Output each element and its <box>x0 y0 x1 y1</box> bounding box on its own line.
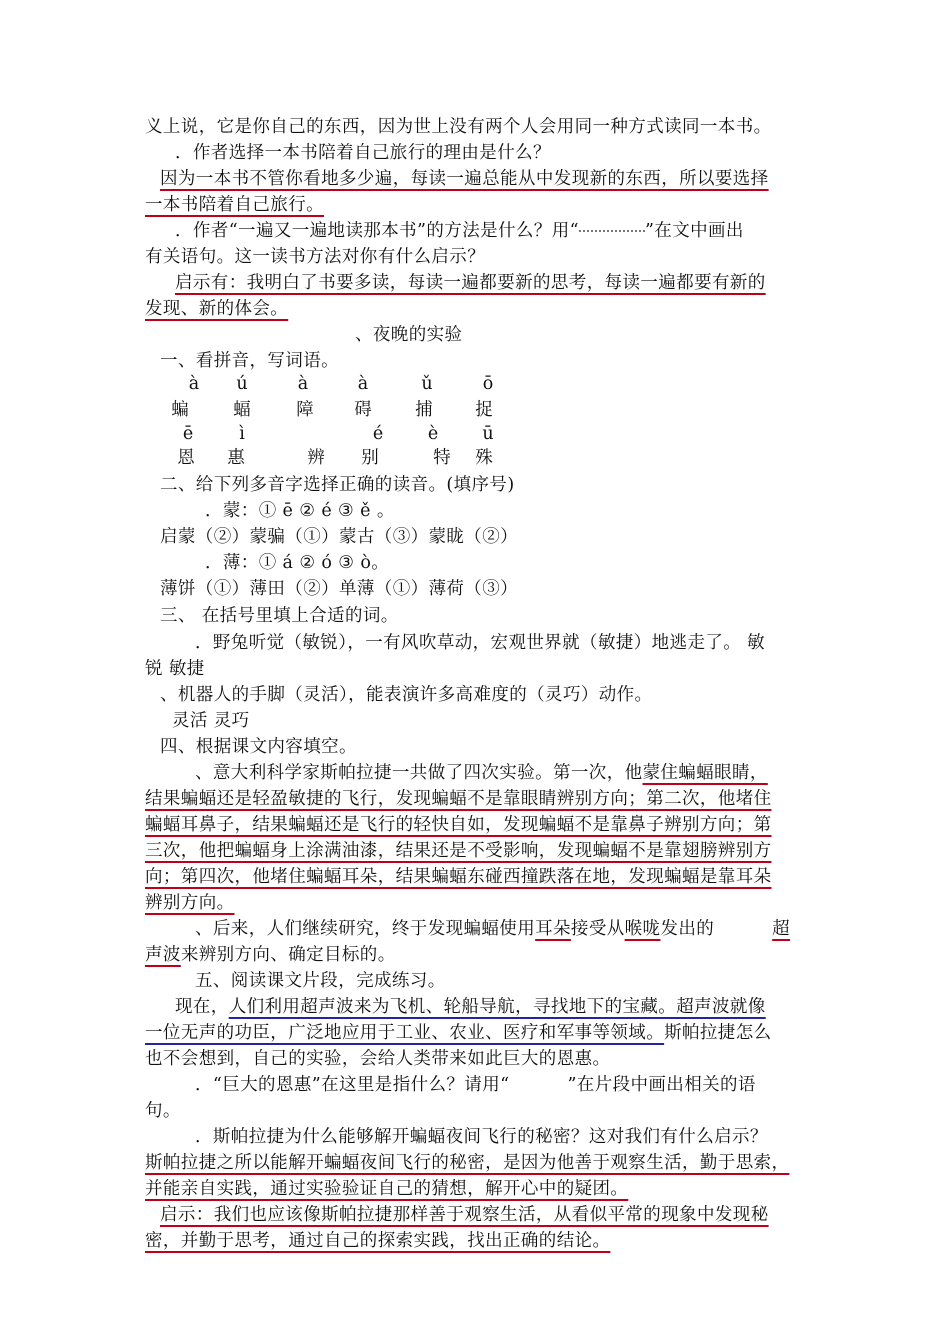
question-line: ．作者选择一本书陪着自己旅行的理由是什么？ <box>175 143 551 163</box>
answer-line: 并能亲自实践，通过实验验证自己的猜想，解开心中的疑团。 <box>145 1179 629 1199</box>
fill-line: 锐 敏捷 <box>145 659 205 679</box>
answer-line: 密，并勤于思考，通过自己的探索实践，找出正确的结论。 <box>145 1231 611 1251</box>
answer-span: 耳朵 <box>535 919 571 939</box>
pinyin: ì <box>239 424 245 444</box>
answer-span: 喉咙 <box>624 919 661 939</box>
question-line: 句。 <box>145 1101 181 1121</box>
experiment-line <box>195 760 768 786</box>
fill-line: ．野兔听觉（敏锐），一有风吹草动，宏观世界就（敏捷）地逃走了。 敏 <box>195 633 766 653</box>
fill-line: 灵活 灵巧 <box>172 711 250 731</box>
section-heading: 三、 在括号里填上合适的词。 <box>160 606 399 626</box>
section-heading: 五、阅读课文片段，完成练习。 <box>195 971 446 991</box>
pinyin-row <box>160 422 560 446</box>
reading-line <box>145 1020 772 1046</box>
section-heading: 二、给下列多音字选择正确的读音。(填序号) <box>160 475 515 495</box>
character: 别 <box>361 448 379 468</box>
wavy-underline-sample <box>579 220 645 232</box>
character: 辨 <box>307 448 325 468</box>
character: 蝙 <box>171 400 189 420</box>
answer-span: 声波 <box>145 945 181 965</box>
text-line: 有关语句。这一读书方法对你有什么启示？ <box>145 247 486 267</box>
pinyin: ē <box>182 424 194 444</box>
lesson-title: 、夜晚的实验 <box>355 325 463 345</box>
section-heading: 一、看拼音，写词语。 <box>160 351 339 371</box>
polyphone-head: ．薄：① á ② ó ③ ò。 <box>205 553 390 573</box>
character: 捉 <box>475 400 493 420</box>
character: 碍 <box>354 400 372 420</box>
experiment-text: 、后来，人们继续研究，终于发现蝙蝠使用 <box>195 919 536 939</box>
question-text: ．作者“一遍又一遍地读那本书”的方法是什么？用“ <box>175 221 579 241</box>
question-line <box>195 1072 756 1098</box>
pinyin: à <box>297 374 309 394</box>
answer-line: 蝙蝠耳鼻子，结果蝙蝠还是飞行的轻快自如，发现蝙蝠不是靠鼻子辨别方向；第 <box>145 815 772 835</box>
text-line: 义上说，它是你自己的东西，因为世上没有两个人会用同一种方式读同一本书。 <box>145 117 772 137</box>
experiment-text: 来辨别方向、确定目标的。 <box>180 945 396 965</box>
answer-line: 三次，他把蝙蝠身上涂满油漆，结果还是不受影响，发现蝙蝠不是靠翅膀辨别方 <box>145 841 772 861</box>
polyphone-items: 薄饼（①）薄田（②）单薄（①）薄荷（③） <box>160 579 518 599</box>
pinyin: ō <box>482 374 494 394</box>
experiment-text: 发出的 <box>660 919 715 939</box>
answer-line: 启示：我们也应该像斯帕拉捷那样善于观察生活，从看似平常的现象中发现秘 <box>160 1205 769 1225</box>
pinyin: é <box>372 424 384 444</box>
pinyin: à <box>357 374 369 394</box>
answer-line: 发现、新的体会。 <box>145 299 289 319</box>
answer-span: 蒙住蝙蝠眼睛， <box>642 763 768 783</box>
fill-line: 、机器人的手脚（灵活），能表演许多高难度的（灵巧）动作。 <box>160 685 653 705</box>
character: 蝠 <box>233 400 251 420</box>
word-row <box>160 398 560 422</box>
reading-line <box>175 994 766 1020</box>
polyphone-head: ．蒙：① ē ② é ③ ě 。 <box>205 501 395 521</box>
question-text: ”在片段中画出相关的语 <box>567 1075 756 1095</box>
character: 惠 <box>227 448 245 468</box>
underlined-sentence: 人们利用超声波来为飞机、轮船导航，寻找地下的宝藏。超声波就像 <box>228 997 766 1017</box>
word-row <box>160 446 560 470</box>
question-text: ．“巨大的恩惠”在这里是指什么？请用“ <box>195 1075 510 1095</box>
pinyin-row <box>160 372 560 396</box>
answer-line: 向；第四次，他堵住蝙蝠耳朵，结果蝙蝠东碰西撞跌落在地，发现蝙蝠是靠耳朵 <box>145 867 772 887</box>
character: 恩 <box>177 448 195 468</box>
experiment-line <box>195 916 790 942</box>
answer-line: 启示有：我明白了书要多读，每读一遍都要新的思考，每读一遍都要有新的 <box>175 273 766 293</box>
reading-text: 现在， <box>175 997 229 1017</box>
pinyin: ū <box>482 424 494 444</box>
answer-span: 超 <box>772 919 791 939</box>
experiment-line <box>145 942 396 968</box>
polyphone-items: 启蒙（②）蒙骗（①）蒙古（③）蒙眬（②） <box>160 527 518 547</box>
answer-line: 结果蝙蝠还是轻盈敏捷的飞行，发现蝙蝠不是靠眼睛辨别方向；第二次，他堵住 <box>145 789 772 809</box>
answer-line: 因为一本书不管你看地多少遍，每读一遍总能从中发现新的东西，所以要选择 <box>160 169 769 189</box>
question-text: ”在文中画出 <box>644 221 744 241</box>
character: 捕 <box>415 400 433 420</box>
answer-line: 一本书陪着自己旅行。 <box>145 195 324 215</box>
character: 殊 <box>475 448 493 468</box>
pinyin: è <box>427 424 439 444</box>
underlined-sentence: 一位无声的功臣，广泛地应用于工业、农业、医疗和军事等领域。 <box>145 1023 665 1043</box>
question-line: ．斯帕拉捷为什么能够解开蝙蝠夜间飞行的秘密？这对我们有什么启示？ <box>195 1127 768 1147</box>
question-line <box>175 218 744 244</box>
pinyin: ǔ <box>421 374 433 394</box>
reading-line: 也不会想到，自己的实验，会给人类带来如此巨大的恩惠。 <box>145 1049 611 1069</box>
section-heading: 四、根据课文内容填空。 <box>160 737 357 757</box>
character: 障 <box>296 400 314 420</box>
pinyin: ú <box>236 374 248 394</box>
answer-line: 斯帕拉捷之所以能解开蝙蝠夜间飞行的秘密，是因为他善于观察生活，勤于思索， <box>145 1153 790 1173</box>
answer-line: 辨别方向。 <box>145 893 235 913</box>
character: 特 <box>433 448 451 468</box>
experiment-text: 、意大利科学家斯帕拉捷一共做了四次实验。第一次，他 <box>195 763 643 783</box>
reading-text: 斯帕拉捷怎么 <box>664 1023 772 1043</box>
experiment-text: 接受从 <box>570 919 625 939</box>
pinyin: à <box>188 374 200 394</box>
